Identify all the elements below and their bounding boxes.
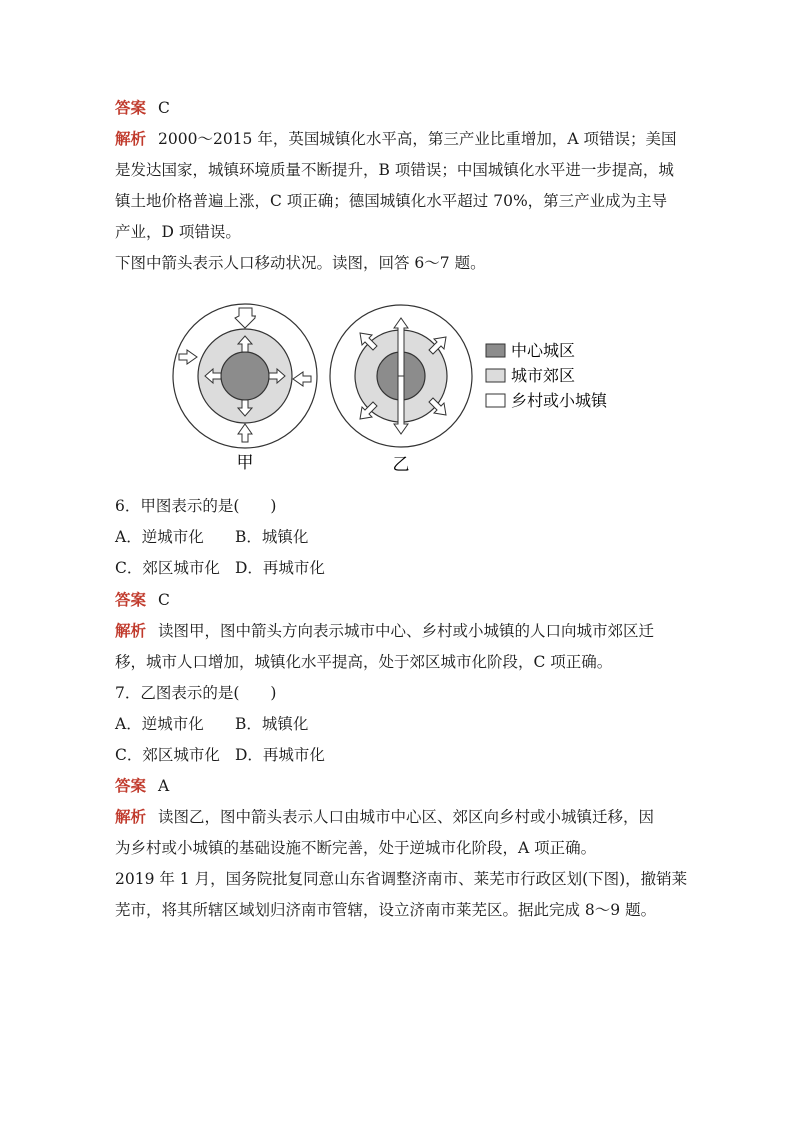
option-d: D．再城市化 [235, 746, 325, 764]
legend [486, 341, 608, 410]
analysis-text-line: 镇土地价格普遍上涨，C 项正确；德国城镇化水平超过 70%，第三产业成为主导 [115, 192, 668, 210]
diagram-yi [330, 305, 472, 475]
label-yi: 乙 [392, 455, 410, 475]
answer-value: A [158, 777, 170, 795]
answer-label: 答案 [115, 591, 147, 609]
intro-text: 芜市，将其所辖区域划归济南市管辖，设立济南市莱芜区。据此完成 8～9 题。 [115, 901, 657, 919]
analysis-text-line: 是发达国家，城镇环境质量不断提升，B 项错误；中国城镇化水平进一步提高，城 [115, 161, 674, 179]
analysis-line [115, 129, 676, 149]
option-b: B．城镇化 [235, 528, 309, 546]
legend-swatch-rural [486, 394, 505, 407]
legend-label-center: 中心城区 [511, 341, 576, 360]
analysis-text: 读图乙，图中箭头表示人口由城市中心区、郊区向乡村或小城镇迁移，因 [158, 808, 655, 826]
question-6-options-row2 [115, 558, 325, 578]
answer-label: 答案 [115, 777, 147, 795]
answer-label: 答案 [115, 99, 147, 117]
analysis-text: 2000～2015 年，英国城镇化水平高，第三产业比重增加，A 项错误；美国 [158, 130, 677, 148]
option-c: C．郊区城市化 [115, 746, 220, 764]
answer-line [115, 98, 170, 118]
option-b: B．城镇化 [235, 715, 309, 733]
legend-swatch-suburb [486, 369, 505, 382]
analysis-label: 解析 [115, 622, 147, 640]
intro-text: 下图中箭头表示人口移动状况。读图，回答 6～7 题。 [115, 254, 486, 272]
legend-label-rural: 乡村或小城镇 [511, 391, 608, 410]
population-movement-diagram [168, 300, 628, 480]
diagram-jia [173, 304, 317, 473]
answer-value: C [158, 99, 170, 117]
question-7-stem: 7．乙图表示的是( ) [115, 684, 277, 702]
legend-label-suburb: 城市郊区 [511, 366, 576, 385]
analysis-label: 解析 [115, 130, 147, 148]
legend-swatch-center [486, 344, 505, 357]
intro-text: 2019 年 1 月，国务院批复同意山东省调整济南市、莱芜市行政区划(下图)，撤销莱 [115, 870, 688, 888]
center-zone [221, 352, 269, 400]
analysis-text-line: 移，城市人口增加，城镇化水平提高，处于郊区城市化阶段，C 项正确。 [115, 653, 613, 671]
analysis-text: 读图甲，图中箭头方向表示城市中心、乡村或小城镇的人口向城市郊区迁 [158, 622, 655, 640]
option-a: A．逆城市化 [115, 528, 204, 546]
option-d: D．再城市化 [235, 559, 325, 577]
question-6-stem: 6．甲图表示的是( ) [115, 497, 277, 515]
question-6-options-row1 [115, 527, 308, 547]
answer-value: C [158, 591, 170, 609]
option-a: A．逆城市化 [115, 715, 204, 733]
analysis-text-line: 为乡村或小城镇的基础设施不断完善，处于逆城市化阶段，A 项正确。 [115, 839, 597, 857]
analysis-text-line: 产业，D 项错误。 [115, 223, 241, 241]
answer-line [115, 776, 169, 796]
answer-line [115, 590, 170, 610]
label-jia: 甲 [236, 453, 254, 473]
analysis-label: 解析 [115, 808, 147, 826]
question-7-options-row2 [115, 745, 325, 765]
question-7-options-row1 [115, 714, 308, 734]
option-c: C．郊区城市化 [115, 559, 220, 577]
analysis-line [115, 621, 654, 641]
analysis-line [115, 807, 654, 827]
